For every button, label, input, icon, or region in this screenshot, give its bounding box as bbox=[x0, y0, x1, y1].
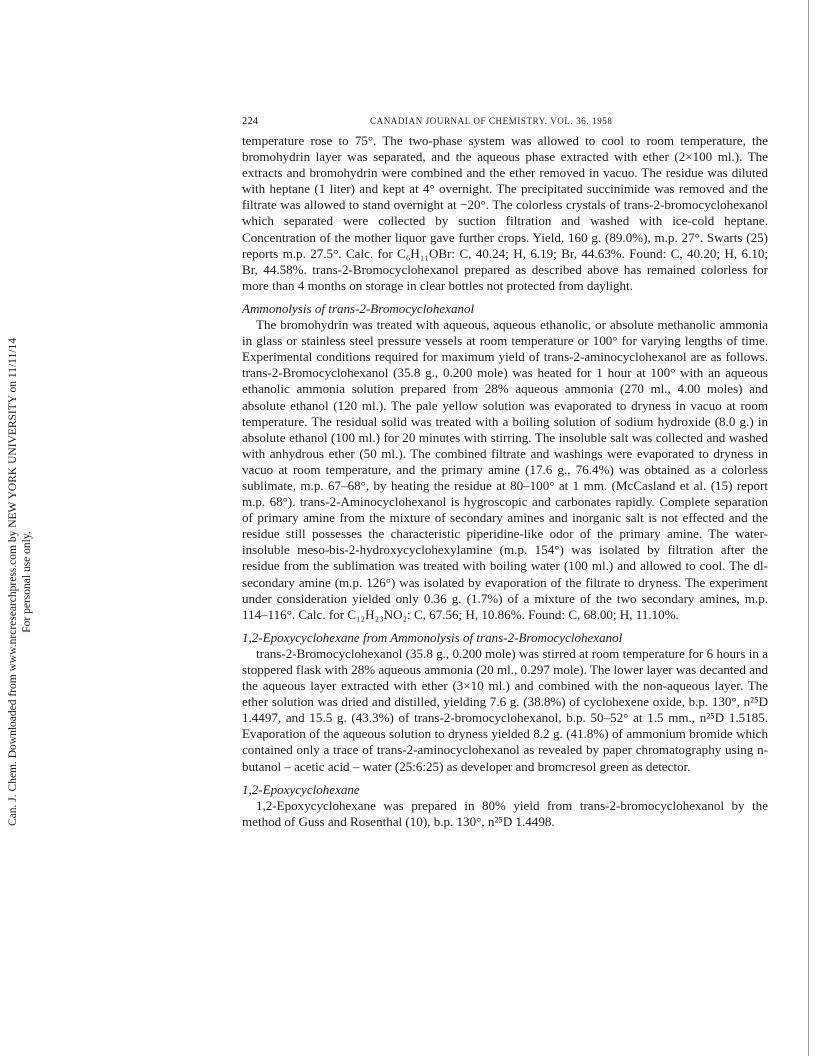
paragraph: trans-2-Bromocyclohexanol (35.8 g., 0.200 mole) was stirred at room temperature for 6 hours in a stoppered flask with 28% aqueous ammonia (20 ml., 0.297 mole). The lower layer was decanted and the aqueous layer extracted with ether (3×10 ml.) and combined with the non-aqueous layer. The ether solution was dried and distilled, yielding 7.6 g. (38.8%) of cyclohexene oxide, b.p. 130°, n²⁵D 1.4497, and 15.5 g. (43.3%) of trans-2-bromocyclohexanol, b.p. 50–52° at 1.5 mm., n²⁵D 1.5185. Evaporation of the aqueous solution to dryness yielded 8.2 g. (41.8%) of ammonium bromide which contained only a trace of trans-2-aminocyclohexanol as revealed by paper chromatography using n-butanol – acetic acid – water (25:6:25) as developer and bromcresol green as detector. bbox=[242, 645, 768, 774]
section-heading: Ammonolysis of trans-2-Bromocyclohexanol bbox=[242, 300, 475, 316]
paragraph: 1,2-Epoxycyclohexane was prepared in 80% yield from trans-2-bromocyclohexanol by the method of Guss and Rosenthal (10), b.p. 130°, n²⁵D 1.4498. bbox=[242, 797, 768, 829]
download-watermark bbox=[6, 322, 36, 842]
paragraph: temperature rose to 75°. The two-phase system was allowed to cool to room temperature, the bromohydrin layer was separated, and the aqueous phase extracted with ether (2×100 ml.). The extracts and bromohydrin were combined and the ether removed in vacuo. The residue was diluted with heptane (1 liter) and kept at 4° overnight. The precipitated succinimide was removed and the filtrate was allowed to stand overnight at −20°. The colorless crystals of trans-2-bromocyclohexanol which separated were collected by suction filtration and washed with ice-cold heptane. Concentration of the mother liquor gave further crops. Yield, 160 g. (89.0%), m.p. 27°. Swarts (25) reports m.p. 27.5°. Calc. for C₆H₁₁OBr: C, 40.24; H, 6.19; Br, 44.63%. Found: C, 40.20; H, 6.10; Br, 44.58%. trans-2-Bromocyclohexanol prepared as described above has remained colorless for more than 4 months on storage in clear bottles not protected from daylight. bbox=[242, 133, 768, 293]
section-heading: 1,2-Epoxycyclohexane bbox=[242, 781, 360, 797]
page-number: 224 bbox=[242, 116, 259, 127]
scan-edge-rule bbox=[808, 0, 809, 1056]
section-heading: 1,2-Epoxycyclohexane from Ammonolysis of trans-2-Bromocyclohexanol bbox=[242, 629, 623, 645]
running-head: CANADIAN JOURNAL OF CHEMISTRY. VOL. 36, 1958 bbox=[370, 116, 613, 126]
paragraph: The bromohydrin was treated with aqueous, aqueous ethanolic, or absolute methanolic ammonia in glass or stainless steel pressure vessels at room temperature or 100° for varying lengths of time. Experimental conditions required for maximum yield of trans-2-aminocyclohexanol are as follows. trans-2-Bromocyclohexanol (35.8 g., 0.200 mole) was heated for 1 hour at 100° with an aqueous ethanolic ammonia solution prepared from 28% aqueous ammonia (270 ml., 4.00 moles) and absolute ethanol (120 ml.). The pale yellow solution was evaporated to dryness in vacuo at room temperature. The residual solid was treated with a boiling solution of sodium hydroxide (8.0 g.) in absolute ethanol (100 ml.) for 20 minutes with stirring. The insoluble salt was collected and washed with anhydrous ether (50 ml.). The combined filtrate and washings were evaporated to dryness in vacuo at room temperature, and the primary amine (17.6 g., 76.4%) was obtained as a colorless sublimate, m.p. 67–68°, by heating the residue at 80–100° at 1 mm. (McCasland et al. (15) report m.p. 68°). trans-2-Aminocyclohexanol is hygroscopic and carbonates rapidly. Complete separation of primary amine from the mixture of secondary amines and inorganic salt is not effected and the residue still possesses the characteristic piperidine-like odor of the primary amine. The water-insoluble meso-bis-2-hydroxycyclohexylamine (m.p. 154°) was isolated by filtration after the residue from the sublimation was treated with boiling water (100 ml.) and allowed to cool. The dl-secondary amine (m.p. 126°) was isolated by evaporation of the filtrate to dryness. The experiment under consideration yielded only 0.36 g. (1.7%) of a mixture of the two secondary amines, m.p. 114–116°. Calc. for C₁₂H₂₃NO₂: C, 67.56; H, 10.86%. Found: C, 68.00; H, 11.10%. bbox=[242, 317, 768, 622]
article-body bbox=[242, 133, 768, 830]
watermark-line-1: Can. J. Chem. Downloaded from www.nrcresearchpress.com by NEW YORK UNIVERSITY on 11/11/14 bbox=[7, 338, 19, 826]
watermark-line-2: For personal use only. bbox=[21, 531, 33, 633]
